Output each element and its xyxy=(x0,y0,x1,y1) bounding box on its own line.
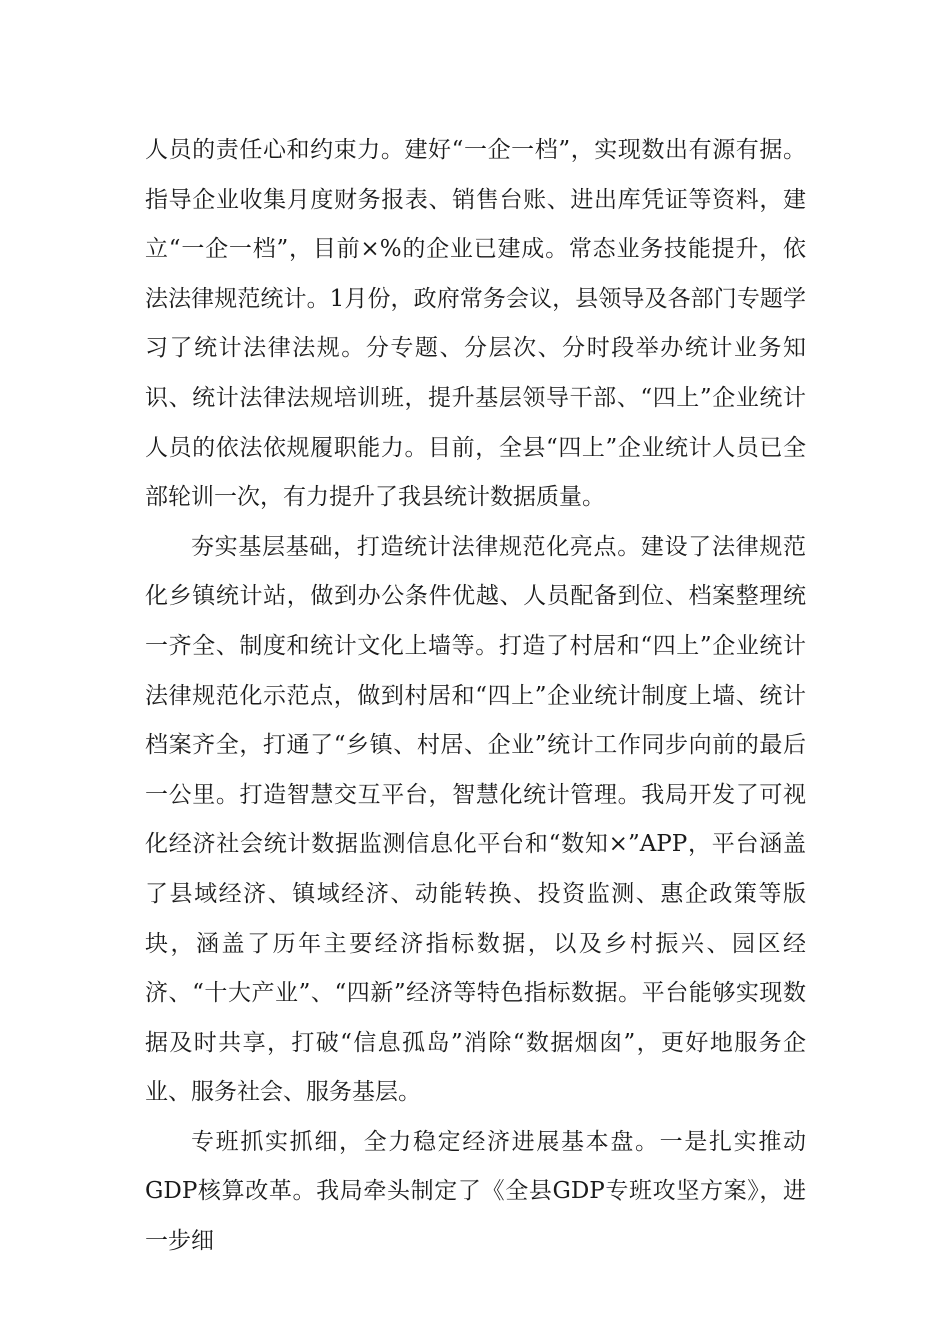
paragraph-2: 夯实基层基础，打造统计法律规范化亮点。建设了法律规范化乡镇统计站，做到办公条件优越、人员配备到位、档案整理统一齐全、制度和统计文化上墙等。打造了村居和“四上”企业统计法律规范化示范点，做到村居和“四上”企业统计制度上墙、统计档案齐全，打通了“乡镇、村居、企业”统计工作同步向前的最后一公里。打造智慧交互平台，智慧化统计管理。我局开发了可视化经济社会统计数据监测信息化平台和“数知×”APP，平台涵盖了县域经济、镇域经济、动能转换、投资监测、惠企政策等版块，涵盖了历年主要经济指标数据，以及乡村振兴、园区经济、“十大产业”、“四新”经济等特色指标数据。平台能够实现数据及时共享，打破“信息孤岛”消除“数据烟囱”，更好地服务企业、服务社会、服务基层。 xyxy=(145,533,806,1106)
paragraph-1: 人员的责任心和约束力。建好“一企一档”，实现数出有源有据。指导企业收集月度财务报表、销售台账、进出库凭证等资料，建立“一企一档”，目前×%的企业已建成。常态业务技能提升，依法法律规范统计。1月份，政府常务会议，县领导及各部门专题学习了统计法律法规。分专题、分层次、分时段举办统计业务知识、统计法律法规培训班，提升基层领导干部、“四上”企业统计人员的依法依规履职能力。目前，全县“四上”企业统计人员已全部轮训一次，有力提升了我县统计数据质量。 xyxy=(145,137,806,511)
document-body xyxy=(145,126,806,1267)
paragraph-3: 专班抓实抓细，全力稳定经济进展基本盘。一是扎实推动GDP核算改革。我局牵头制定了《全县GDP专班攻坚方案》，进一步细 xyxy=(145,1128,806,1255)
